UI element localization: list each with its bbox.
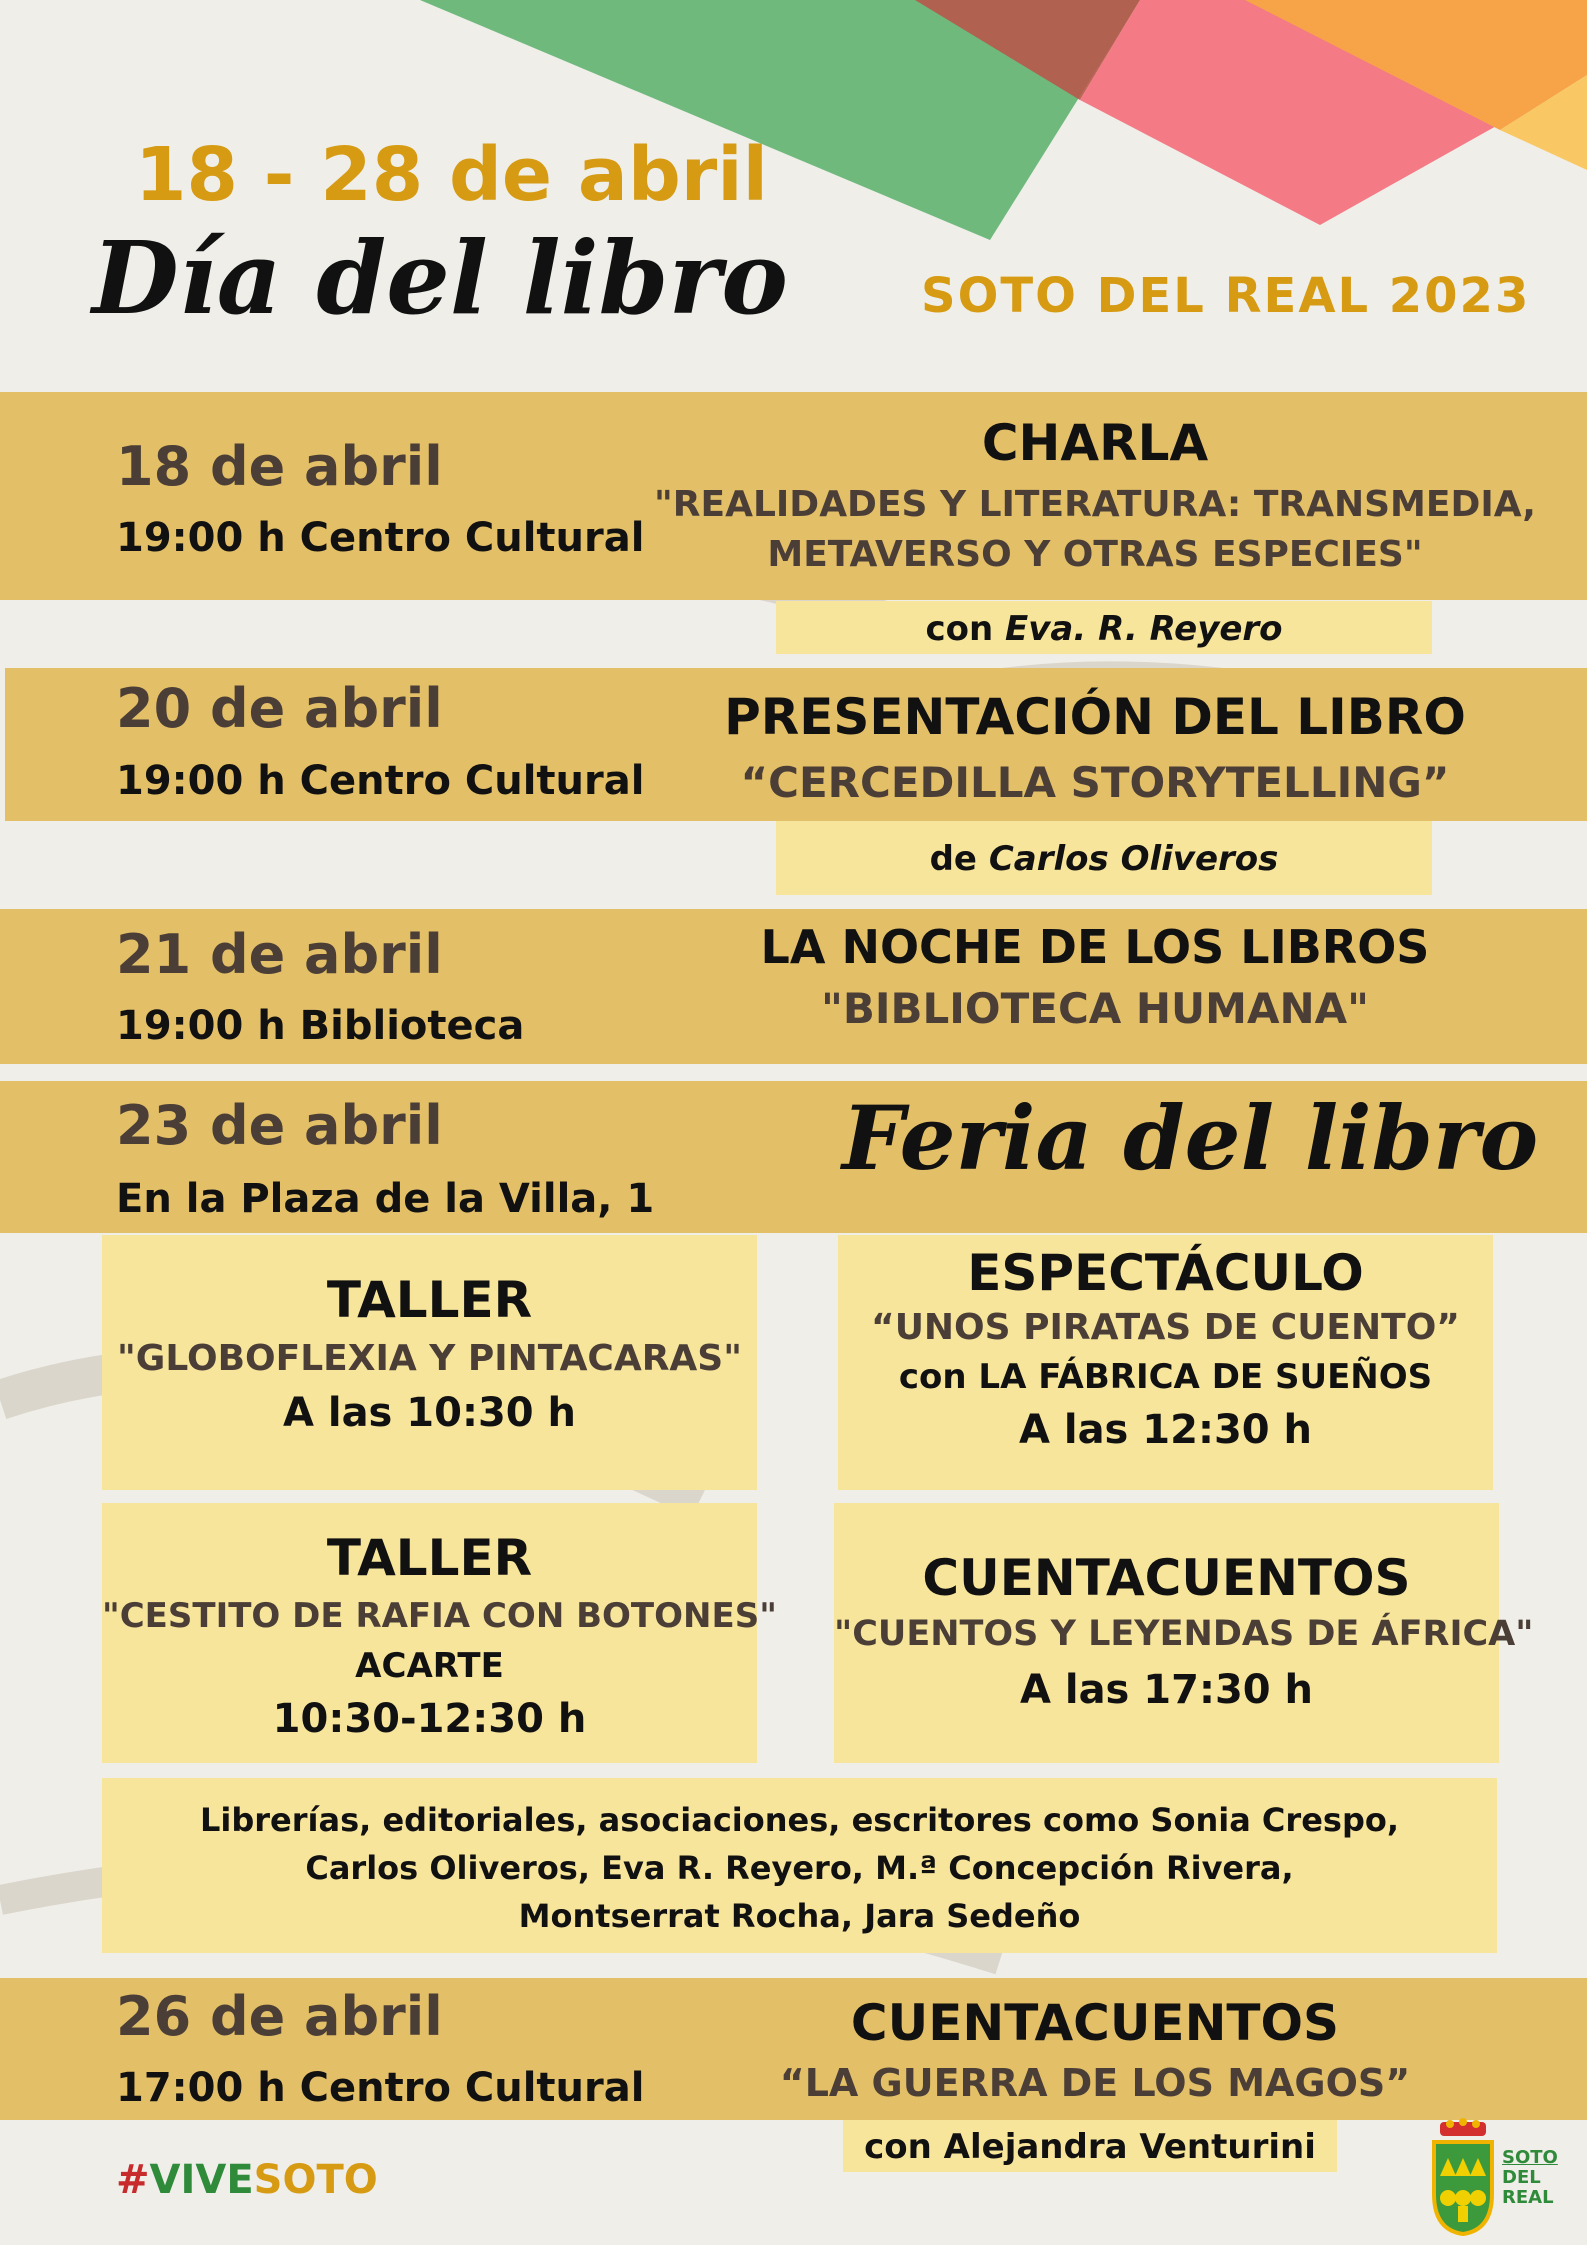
- event-time: 19:00 h Biblioteca: [116, 1003, 525, 1049]
- event-date: 18 de abril: [116, 435, 443, 498]
- event-title: LA NOCHE DE LOS LIBROS: [760, 920, 1430, 974]
- header-org-year: SOTO DEL REAL 2023: [921, 268, 1531, 324]
- activity-name: “UNOS PIRATAS DE CUENTO”: [871, 1307, 1460, 1348]
- header-dates: 18 - 28 de abril: [135, 132, 769, 218]
- activity-detail: con LA FÁBRICA DE SUEÑOS: [898, 1357, 1433, 1397]
- hashtag-soto: SOTO: [253, 2157, 378, 2203]
- logo-text: [1502, 2148, 1558, 2208]
- activity-type: CUENTACUENTOS: [922, 1549, 1411, 1607]
- activity-type: TALLER: [326, 1529, 533, 1587]
- activity-name: "GLOBOFLEXIA Y PINTACARAS": [117, 1338, 742, 1379]
- event-credit-name: Eva. R. Reyero: [1005, 609, 1283, 649]
- participants-line: Librerías, editoriales, asociaciones, escritores como Sonia Crespo,: [200, 1801, 1399, 1839]
- hashtag-symbol: #: [116, 2157, 150, 2203]
- activity-4: [834, 1549, 1534, 1713]
- event-date: 26 de abril: [116, 1985, 443, 2048]
- event-credit-name: Carlos Oliveros: [988, 839, 1279, 879]
- event-time: 17:00 h Centro Cultural: [116, 2065, 645, 2111]
- event-date: 21 de abril: [116, 923, 443, 986]
- activity-time: A las 17:30 h: [1019, 1667, 1314, 1713]
- event-time: 19:00 h Centro Cultural: [116, 515, 645, 561]
- activity-type: TALLER: [326, 1271, 533, 1329]
- event-subtitle: [640, 480, 1550, 579]
- activity-3: [102, 1529, 777, 1742]
- activity-name: "CUENTOS Y LEYENDAS DE ÁFRICA": [834, 1614, 1534, 1654]
- hashtag-vive: VIVE: [149, 2157, 254, 2203]
- participants: [102, 1796, 1497, 1940]
- hashtag-vivesoto: [116, 2157, 378, 2203]
- activity-2: [838, 1244, 1493, 1453]
- coat-of-arms-icon: [1428, 2118, 1498, 2236]
- event-title: CHARLA: [981, 414, 1209, 472]
- activity-detail: ACARTE: [355, 1646, 504, 1686]
- activity-1: [102, 1271, 757, 1436]
- activity-time: 10:30-12:30 h: [272, 1696, 587, 1742]
- event-subtitle-line: METAVERSO Y OTRAS ESPECIES": [767, 533, 1423, 575]
- activity-type: ESPECTÁCULO: [967, 1244, 1364, 1302]
- header-title: Día del libro: [92, 219, 788, 337]
- event-date: 20 de abril: [116, 677, 443, 740]
- logo-line: DEL: [1502, 2167, 1541, 2188]
- feria-date: 23 de abril: [116, 1094, 443, 1157]
- event-credit: con Alejandra Venturini: [864, 2127, 1316, 2167]
- participants-line: Carlos Oliveros, Eva R. Reyero, M.ª Concepción Rivera,: [305, 1849, 1294, 1887]
- event-title: PRESENTACIÓN DEL LIBRO: [724, 688, 1466, 746]
- activity-time: A las 10:30 h: [282, 1390, 577, 1436]
- event-subtitle: “CERCEDILLA STORYTELLING”: [740, 758, 1450, 807]
- event-subtitle-line: "REALIDADES Y LITERATURA: TRANSMEDIA,: [654, 484, 1536, 525]
- logo-line: SOTO: [1502, 2147, 1558, 2168]
- activity-name: "CESTITO DE RAFIA CON BOTONES": [102, 1596, 777, 1636]
- event-subtitle: "BIBLIOTECA HUMANA": [820, 984, 1369, 1033]
- event-credit: con Eva. R. Reyero: [925, 609, 1283, 649]
- event-subtitle: “LA GUERRA DE LOS MAGOS”: [779, 2061, 1411, 2105]
- logo-line: REAL: [1502, 2187, 1554, 2208]
- municipal-logo: [1428, 2118, 1558, 2236]
- participants-line: Montserrat Rocha, Jara Sedeño: [518, 1897, 1081, 1935]
- feria-place: En la Plaza de la Villa, 1: [116, 1176, 655, 1222]
- event-credit: de Carlos Oliveros: [929, 839, 1279, 879]
- activity-time: A las 12:30 h: [1018, 1407, 1313, 1453]
- event-title: CUENTACUENTOS: [850, 1994, 1340, 2052]
- feria-title: Feria del libro: [842, 1086, 1539, 1190]
- event-time: 19:00 h Centro Cultural: [116, 758, 645, 804]
